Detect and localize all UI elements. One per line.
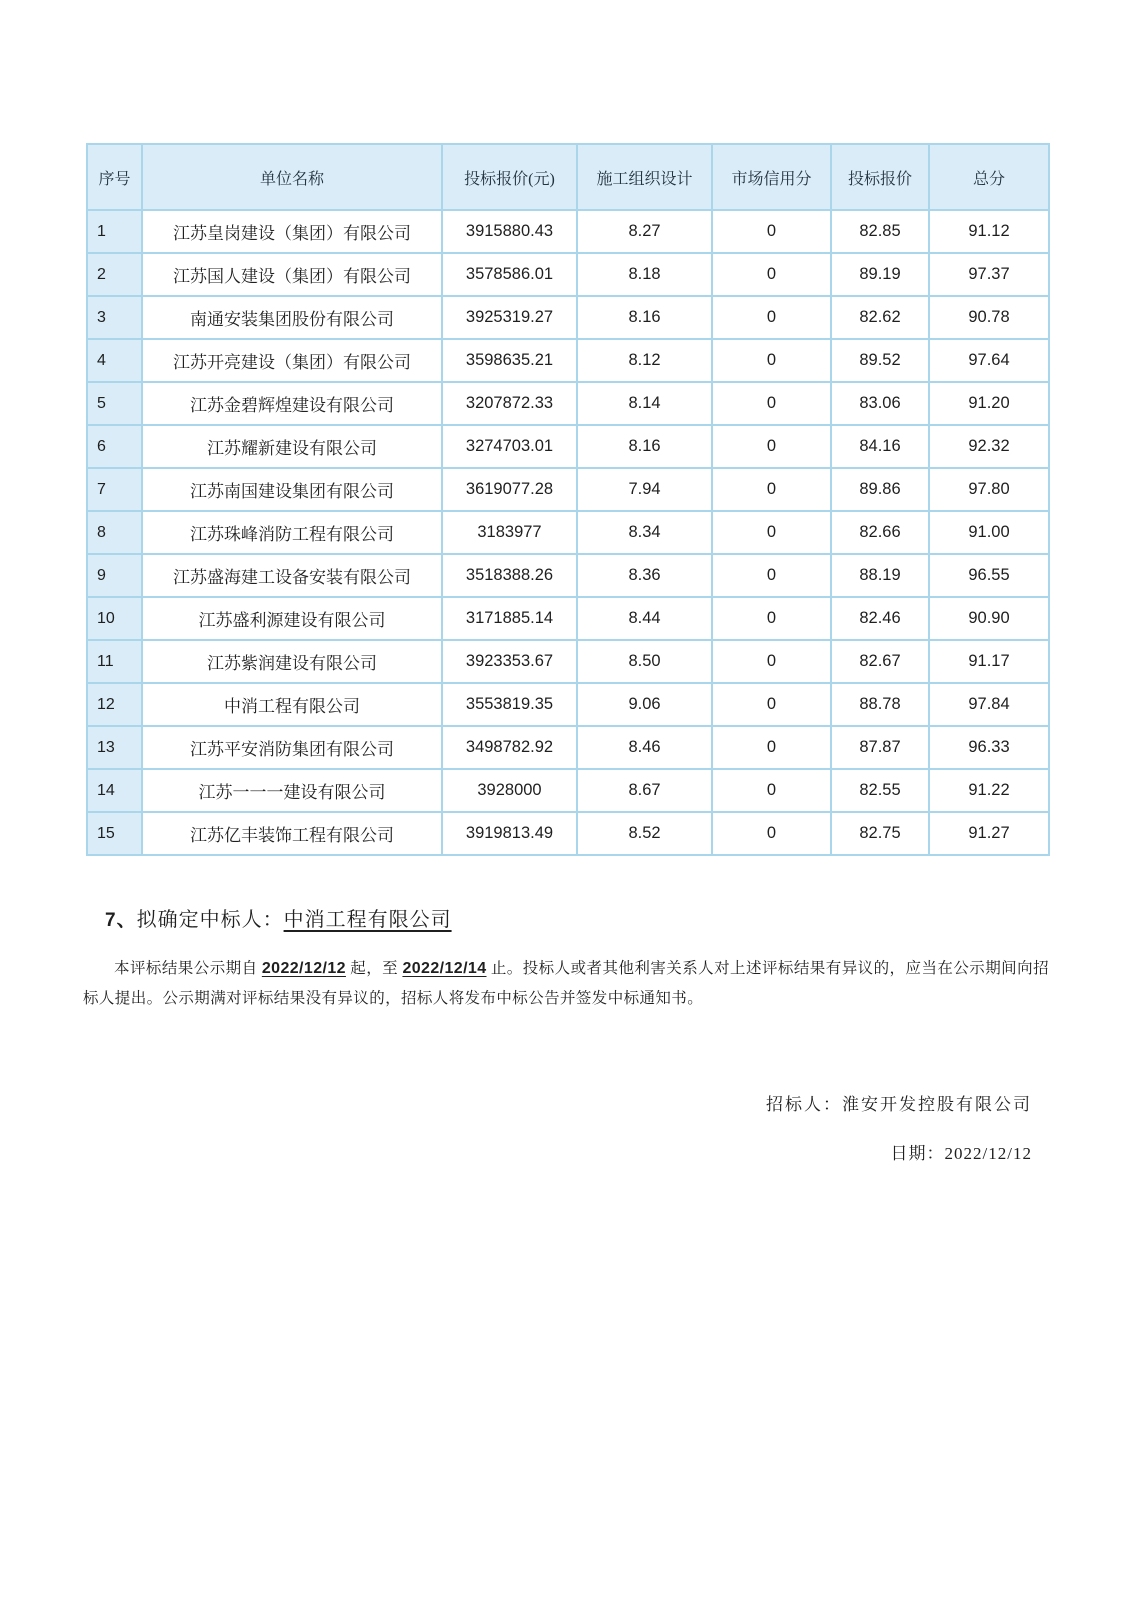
cell-price-score: 89.19 (831, 253, 929, 296)
cell-credit-score: 0 (712, 210, 831, 253)
cell-design-score: 8.34 (577, 511, 712, 554)
cell-row-number: 10 (87, 597, 142, 640)
cell-row-number: 4 (87, 339, 142, 382)
cell-credit-score: 0 (712, 726, 831, 769)
table-row (87, 468, 1049, 511)
table-row (87, 597, 1049, 640)
publicity-start-date: 2022/12/12 (261, 959, 346, 977)
publicity-notice (83, 954, 1049, 1014)
cell-price-score: 82.46 (831, 597, 929, 640)
cell-row-number: 12 (87, 683, 142, 726)
header-cell-company: 单位名称 (142, 144, 442, 210)
header-cell-credit-score: 市场信用分 (712, 144, 831, 210)
cell-row-number: 13 (87, 726, 142, 769)
cell-total-score: 91.17 (929, 640, 1049, 683)
table-row (87, 640, 1049, 683)
cell-design-score: 8.18 (577, 253, 712, 296)
cell-design-score: 8.46 (577, 726, 712, 769)
cell-row-number: 8 (87, 511, 142, 554)
cell-price-score: 82.55 (831, 769, 929, 812)
table-row (87, 769, 1049, 812)
cell-credit-score: 0 (712, 425, 831, 468)
cell-price-score: 88.78 (831, 683, 929, 726)
cell-design-score: 8.12 (577, 339, 712, 382)
cell-design-score: 8.36 (577, 554, 712, 597)
winner-name: 中消工程有限公司 (283, 909, 452, 931)
cell-design-score: 8.52 (577, 812, 712, 855)
cell-credit-score: 0 (712, 769, 831, 812)
table-row (87, 726, 1049, 769)
header-cell-design-score: 施工组织设计 (577, 144, 712, 210)
cell-design-score: 8.14 (577, 382, 712, 425)
cell-company-name: 江苏金碧辉煌建设有限公司 (142, 382, 442, 425)
table-row (87, 296, 1049, 339)
table-row (87, 683, 1049, 726)
cell-price-score: 82.67 (831, 640, 929, 683)
cell-total-score: 90.78 (929, 296, 1049, 339)
cell-row-number: 2 (87, 253, 142, 296)
cell-bid-price: 3919813.49 (442, 812, 577, 855)
cell-total-score: 96.55 (929, 554, 1049, 597)
cell-price-score: 82.66 (831, 511, 929, 554)
cell-bid-price: 3553819.35 (442, 683, 577, 726)
cell-price-score: 89.52 (831, 339, 929, 382)
cell-credit-score: 0 (712, 296, 831, 339)
cell-design-score: 8.16 (577, 296, 712, 339)
winner-section-number: 7、 (105, 910, 137, 931)
cell-price-score: 82.75 (831, 812, 929, 855)
cell-design-score: 8.50 (577, 640, 712, 683)
bid-results-table (86, 143, 1050, 856)
cell-credit-score: 0 (712, 382, 831, 425)
cell-price-score: 88.19 (831, 554, 929, 597)
cell-company-name: 中消工程有限公司 (142, 683, 442, 726)
cell-price-score: 87.87 (831, 726, 929, 769)
cell-row-number: 1 (87, 210, 142, 253)
table-row (87, 812, 1049, 855)
cell-bid-price: 3518388.26 (442, 554, 577, 597)
cell-row-number: 11 (87, 640, 142, 683)
cell-row-number: 15 (87, 812, 142, 855)
header-cell-no: 序号 (87, 144, 142, 210)
cell-credit-score: 0 (712, 339, 831, 382)
cell-price-score: 89.86 (831, 468, 929, 511)
cell-credit-score: 0 (712, 253, 831, 296)
cell-price-score: 82.85 (831, 210, 929, 253)
cell-total-score: 92.32 (929, 425, 1049, 468)
sign-date-line: 日期：2022/12/12 (890, 1144, 1032, 1163)
cell-credit-score: 0 (712, 511, 831, 554)
cell-bid-price: 3171885.14 (442, 597, 577, 640)
cell-company-name: 江苏皇岗建设（集团）有限公司 (142, 210, 442, 253)
cell-company-name: 江苏盛利源建设有限公司 (142, 597, 442, 640)
cell-bid-price: 3598635.21 (442, 339, 577, 382)
cell-design-score: 8.16 (577, 425, 712, 468)
cell-total-score: 97.37 (929, 253, 1049, 296)
cell-total-score: 97.64 (929, 339, 1049, 382)
cell-row-number: 5 (87, 382, 142, 425)
notice-prefix: 本评标结果公示期自 (114, 959, 262, 977)
table-row (87, 210, 1049, 253)
cell-row-number: 3 (87, 296, 142, 339)
cell-credit-score: 0 (712, 812, 831, 855)
table-row (87, 253, 1049, 296)
cell-credit-score: 0 (712, 468, 831, 511)
cell-company-name: 江苏一一一建设有限公司 (142, 769, 442, 812)
cell-credit-score: 0 (712, 683, 831, 726)
cell-company-name: 南通安装集团股份有限公司 (142, 296, 442, 339)
cell-price-score: 84.16 (831, 425, 929, 468)
cell-design-score: 8.44 (577, 597, 712, 640)
cell-total-score: 90.90 (929, 597, 1049, 640)
cell-company-name: 江苏耀新建设有限公司 (142, 425, 442, 468)
cell-price-score: 83.06 (831, 382, 929, 425)
cell-company-name: 江苏国人建设（集团）有限公司 (142, 253, 442, 296)
cell-total-score: 91.12 (929, 210, 1049, 253)
notice-middle: 起，至 (345, 959, 403, 977)
cell-bid-price: 3183977 (442, 511, 577, 554)
cell-total-score: 97.80 (929, 468, 1049, 511)
cell-bid-price: 3925319.27 (442, 296, 577, 339)
cell-company-name: 江苏紫润建设有限公司 (142, 640, 442, 683)
cell-design-score: 8.27 (577, 210, 712, 253)
table-body (87, 210, 1049, 855)
cell-credit-score: 0 (712, 597, 831, 640)
table-header-row (87, 144, 1049, 210)
cell-bid-price: 3207872.33 (442, 382, 577, 425)
cell-bid-price: 3928000 (442, 769, 577, 812)
cell-price-score: 82.62 (831, 296, 929, 339)
cell-row-number: 7 (87, 468, 142, 511)
header-cell-bid-price: 投标报价(元) (442, 144, 577, 210)
signature-block (86, 1090, 1048, 1164)
cell-total-score: 97.84 (929, 683, 1049, 726)
table-row (87, 511, 1049, 554)
header-cell-total-score: 总分 (929, 144, 1049, 210)
cell-company-name: 江苏亿丰装饰工程有限公司 (142, 812, 442, 855)
cell-total-score: 96.33 (929, 726, 1049, 769)
table-row (87, 554, 1049, 597)
cell-total-score: 91.20 (929, 382, 1049, 425)
cell-total-score: 91.22 (929, 769, 1049, 812)
cell-company-name: 江苏南国建设集团有限公司 (142, 468, 442, 511)
header-cell-price-score: 投标报价 (831, 144, 929, 210)
cell-credit-score: 0 (712, 554, 831, 597)
table-row (87, 339, 1049, 382)
winner-label: 拟确定中标人： (136, 909, 284, 931)
cell-bid-price: 3923353.67 (442, 640, 577, 683)
publicity-end-date: 2022/12/14 (402, 959, 487, 977)
cell-bid-price: 3498782.92 (442, 726, 577, 769)
cell-bid-price: 3578586.01 (442, 253, 577, 296)
cell-bid-price: 3915880.43 (442, 210, 577, 253)
notice-suffix: 止。投标人或者其他利害关系人对上述评标结果有异议的，应当在公示期间向招标人提出。公示期满对评标结果没有异议的，招标人将发布中标公告并签发中标通知书。 (83, 959, 1049, 1007)
cell-row-number: 9 (87, 554, 142, 597)
cell-bid-price: 3274703.01 (442, 425, 577, 468)
table-row (87, 425, 1049, 468)
cell-company-name: 江苏珠峰消防工程有限公司 (142, 511, 442, 554)
cell-company-name: 江苏开亮建设（集团）有限公司 (142, 339, 442, 382)
cell-total-score: 91.00 (929, 511, 1049, 554)
cell-bid-price: 3619077.28 (442, 468, 577, 511)
cell-row-number: 14 (87, 769, 142, 812)
cell-company-name: 江苏盛海建工设备安装有限公司 (142, 554, 442, 597)
tenderer-line: 招标人：淮安开发控股有限公司 (766, 1095, 1032, 1114)
cell-company-name: 江苏平安消防集团有限公司 (142, 726, 442, 769)
table-row (87, 382, 1049, 425)
cell-total-score: 91.27 (929, 812, 1049, 855)
cell-design-score: 7.94 (577, 468, 712, 511)
cell-row-number: 6 (87, 425, 142, 468)
winner-line (105, 903, 452, 932)
cell-design-score: 9.06 (577, 683, 712, 726)
cell-credit-score: 0 (712, 640, 831, 683)
cell-design-score: 8.67 (577, 769, 712, 812)
